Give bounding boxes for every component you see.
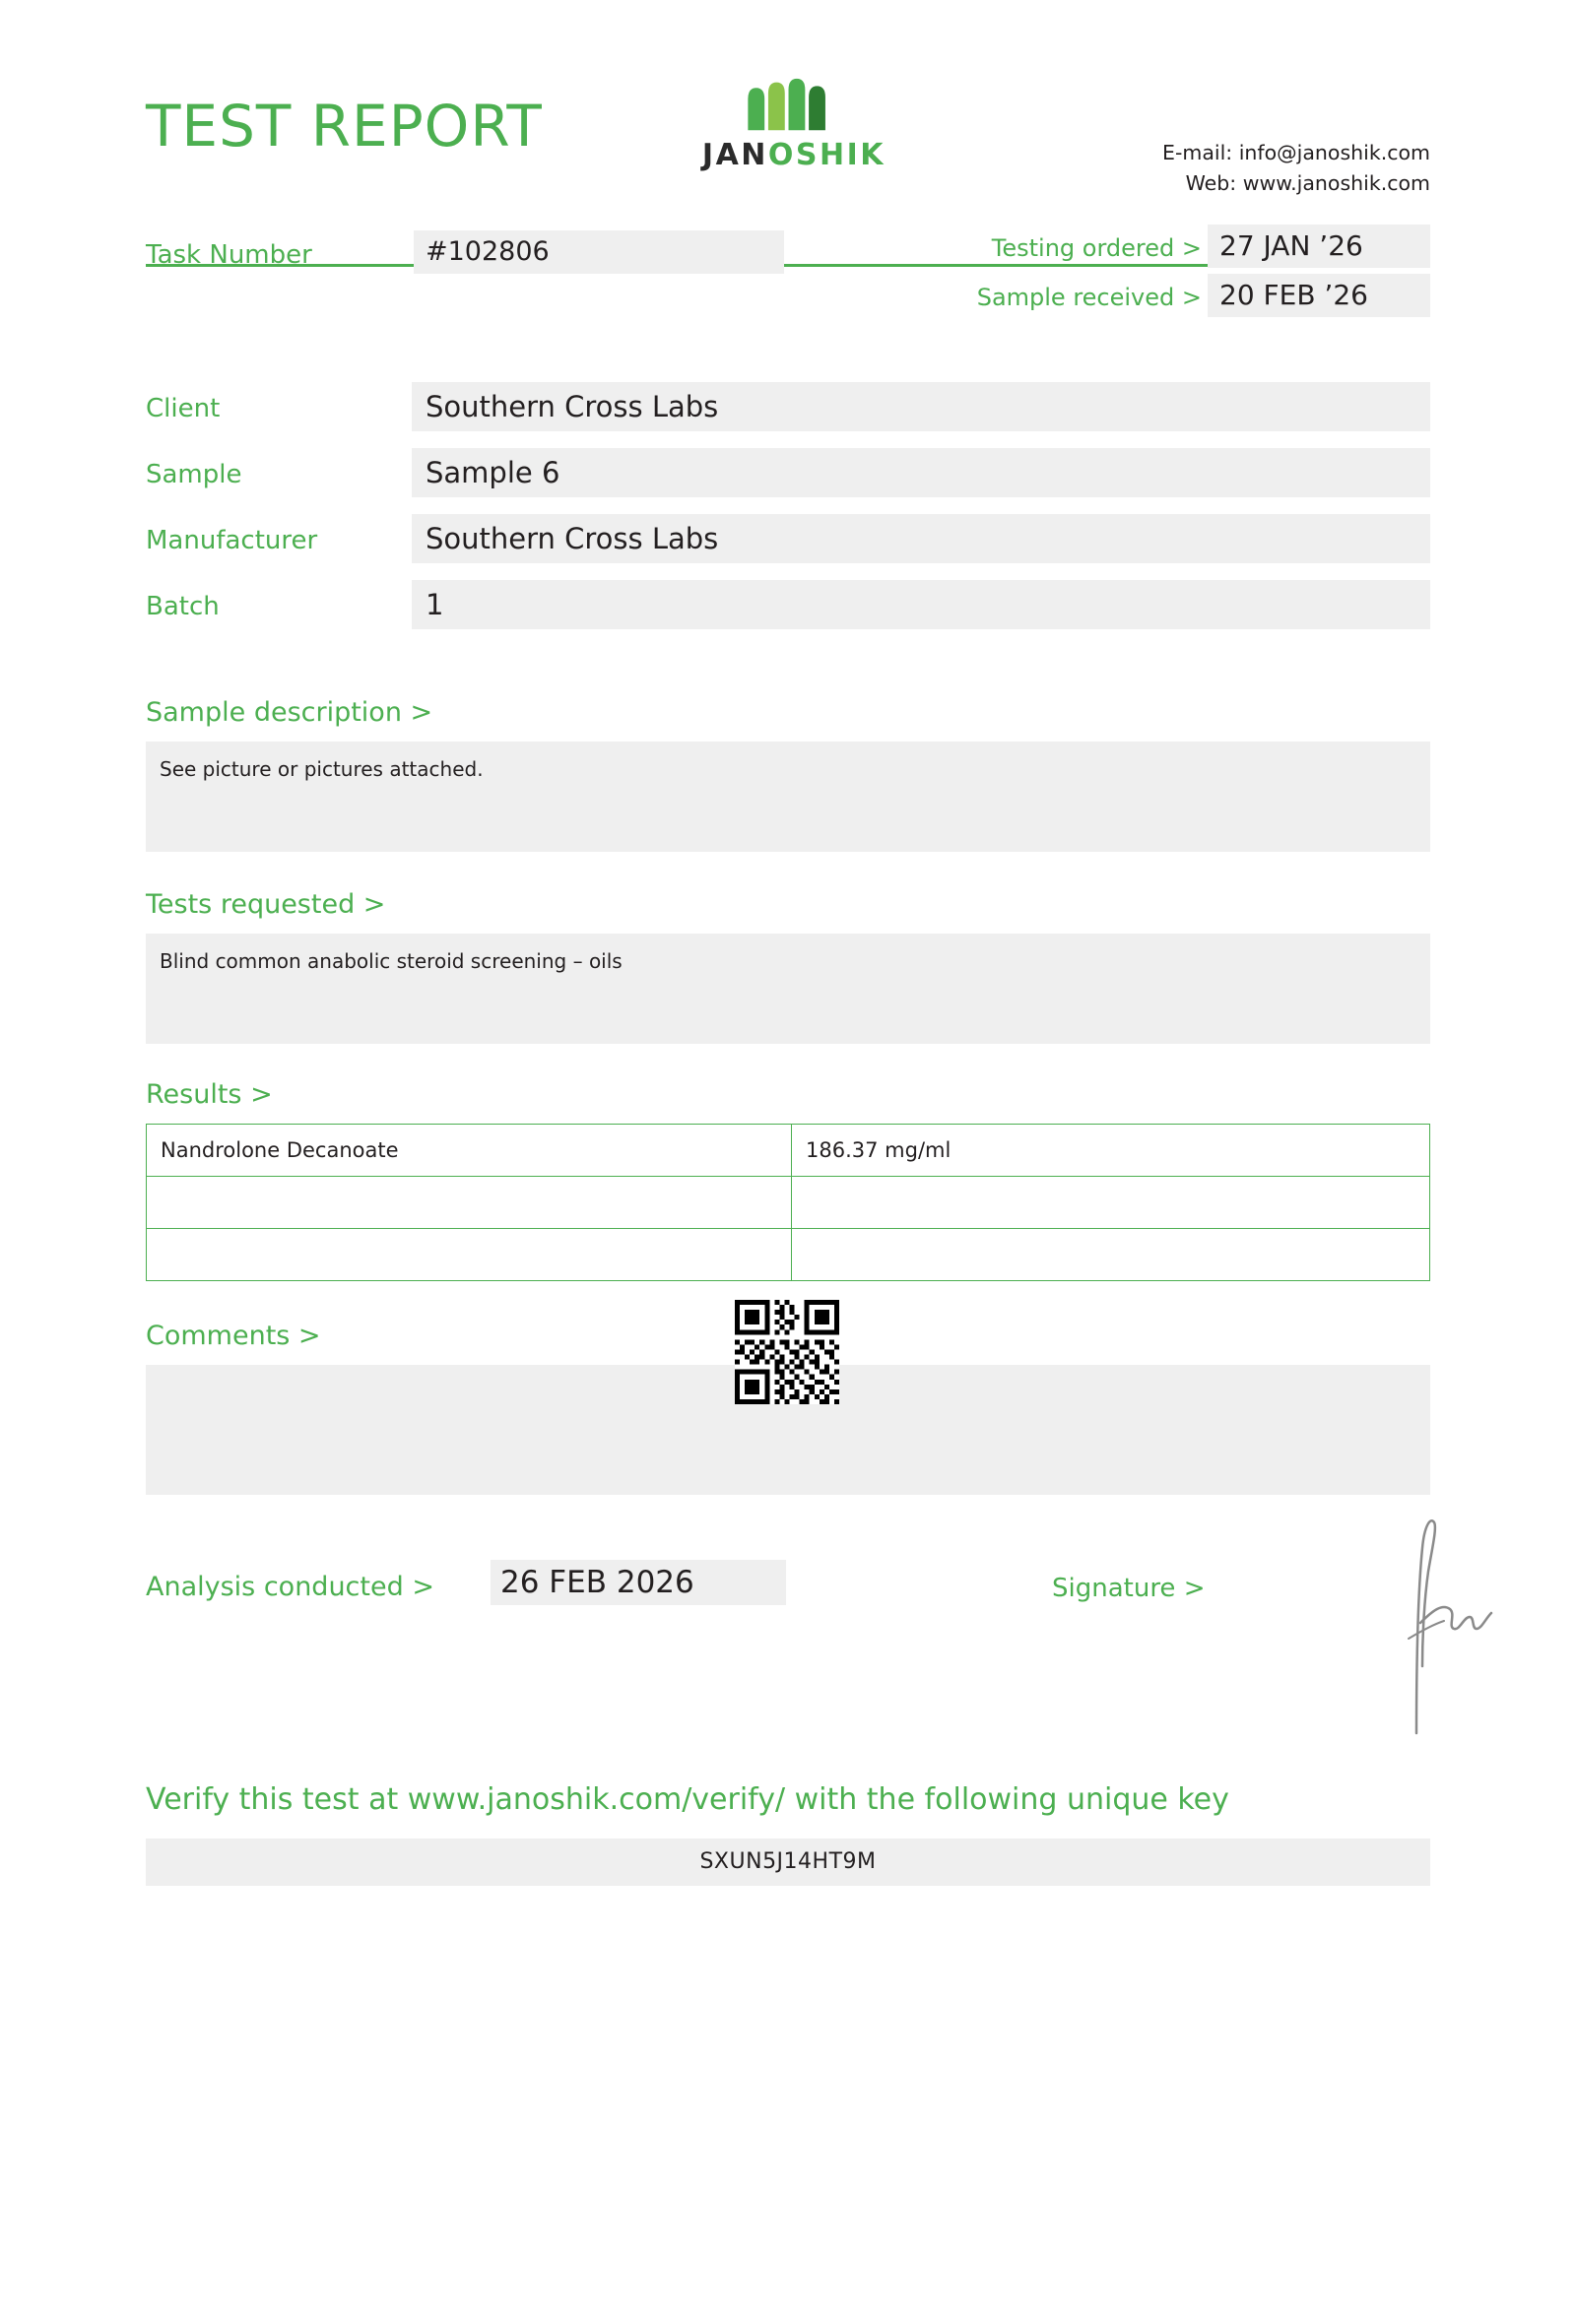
tests-requested-block (146, 889, 1430, 1044)
result-value (792, 1177, 1430, 1229)
janoshik-logo (686, 77, 902, 172)
result-name (147, 1229, 792, 1281)
result-name (147, 1177, 792, 1229)
signature-label: Signature > (1052, 1574, 1206, 1603)
qr-code-icon (735, 1300, 839, 1404)
table-row (147, 1229, 1430, 1281)
info-fields (146, 382, 1430, 646)
analysis-conducted-label: Analysis conducted > (146, 1572, 434, 1602)
testing-ordered-row (839, 225, 1430, 274)
task-number-label: Task Number (146, 240, 312, 270)
result-value (792, 1229, 1430, 1281)
task-number-value: #102806 (414, 230, 784, 274)
result-value: 186.37 mg/ml (792, 1125, 1430, 1177)
comments-heading: Comments > (146, 1321, 321, 1351)
logo-mark-icon (739, 77, 849, 134)
dates-block (839, 225, 1430, 323)
tests-requested-heading: Tests requested > (146, 889, 386, 920)
results-block (146, 1079, 1430, 1281)
analysis-row (146, 1558, 1430, 1765)
logo-text-green: OSHIK (767, 138, 886, 172)
testing-ordered-value: 27 JAN ’26 (1208, 225, 1430, 268)
result-name: Nandrolone Decanoate (147, 1125, 792, 1177)
field-sample (146, 448, 1430, 514)
field-client-label: Client (146, 394, 221, 423)
field-manufacturer-value: Southern Cross Labs (412, 514, 1430, 563)
sample-description-heading: Sample description > (146, 697, 433, 728)
results-heading: Results > (146, 1079, 273, 1110)
field-batch (146, 580, 1430, 646)
sample-description-block (146, 697, 1430, 852)
table-row (147, 1125, 1430, 1177)
signature-image (1377, 1509, 1505, 1735)
sample-description-text: See picture or pictures attached. (146, 742, 1430, 852)
verify-text: Verify this test at www.janoshik.com/verify/ with the following unique key (146, 1782, 1229, 1817)
sample-received-row (839, 274, 1430, 323)
sample-received-label: Sample received > (976, 284, 1202, 311)
field-batch-value: 1 (412, 580, 1430, 629)
contact-info (1162, 138, 1430, 199)
logo-wordmark (686, 138, 902, 172)
results-table (146, 1124, 1430, 1281)
table-row (147, 1177, 1430, 1229)
field-client (146, 382, 1430, 448)
field-sample-label: Sample (146, 460, 242, 489)
analysis-conducted-value: 26 FEB 2026 (491, 1560, 786, 1605)
page-title: TEST REPORT (146, 93, 543, 160)
report-content (146, 0, 1430, 1886)
testing-ordered-label: Testing ordered > (991, 234, 1202, 262)
report-header (146, 0, 1430, 197)
logo-text-dark: JAN (701, 138, 768, 172)
sample-received-value: 20 FEB ’26 (1208, 274, 1430, 317)
unique-key-value: SXUN5J14HT9M (146, 1839, 1430, 1886)
field-client-value: Southern Cross Labs (412, 382, 1430, 431)
task-row (146, 197, 1430, 325)
tests-requested-text: Blind common anabolic steroid screening – oils (146, 934, 1430, 1044)
field-manufacturer (146, 514, 1430, 580)
contact-web: Web: www.janoshik.com (1185, 170, 1430, 195)
contact-email: E-mail: info@janoshik.com (1162, 141, 1430, 164)
field-sample-value: Sample 6 (412, 448, 1430, 497)
field-batch-label: Batch (146, 592, 220, 621)
field-manufacturer-label: Manufacturer (146, 526, 318, 555)
